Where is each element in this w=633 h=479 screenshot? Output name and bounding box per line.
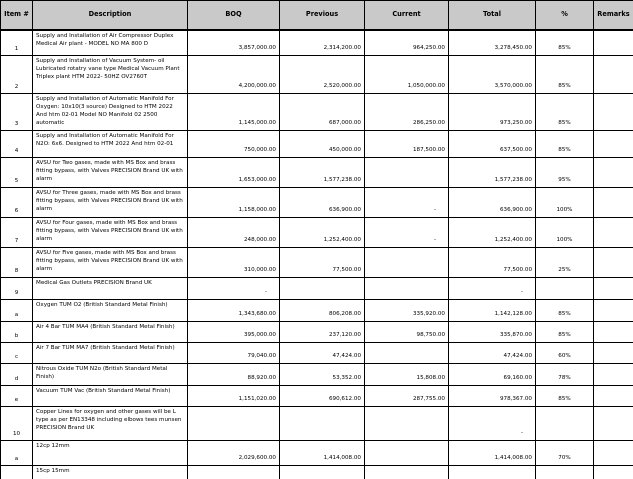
cell-remarks[interactable] <box>594 277 633 299</box>
cell-item[interactable]: 3 <box>1 93 33 130</box>
header-previous[interactable]: Previous <box>280 1 365 31</box>
cell-remarks[interactable] <box>594 157 633 187</box>
header-item[interactable]: Item # <box>1 1 33 31</box>
table-row <box>1 30 633 55</box>
cell-item[interactable]: 10 <box>1 406 33 440</box>
cell-boq[interactable] <box>188 406 280 440</box>
cell-total[interactable]: 3,278,450.00 <box>449 30 536 55</box>
cell-boq[interactable]: 1,158,000.00 <box>188 187 280 217</box>
cell-item[interactable]: 1 <box>1 30 33 55</box>
cell-remarks[interactable] <box>594 93 633 130</box>
cell-item[interactable] <box>1 465 33 479</box>
cell-current[interactable] <box>365 440 449 465</box>
cell-previous[interactable] <box>280 277 365 299</box>
cell-boq[interactable]: 1,145,000.00 <box>188 93 280 130</box>
cell-description[interactable]: Air 7 Bar TUM MA7 (British Standard Metal Finish) <box>33 342 188 363</box>
table-row <box>1 440 633 465</box>
cell-remarks[interactable] <box>594 440 633 465</box>
cell-remarks[interactable] <box>594 342 633 363</box>
cell-description[interactable]: Vacuum TUM Vac (British Standard Metal Finish) <box>33 385 188 406</box>
cell-description[interactable]: Supply and Installation of Automatic Manifold For Oxygen: 10x10(3 source) Designed to HTM 2022 And htm 02-01 Model NO Manifold 02 2500 automatic <box>33 93 188 130</box>
table-row <box>1 363 633 385</box>
cell-boq[interactable] <box>188 465 280 479</box>
cell-remarks[interactable] <box>594 465 633 479</box>
cell-boq[interactable]: 3,857,000.00 <box>188 30 280 55</box>
cell-description[interactable]: Copper Lines for oxygen and other gases will be L type as per EN13348 including elbows tees munsen PRECISION Brand UK <box>33 406 188 440</box>
cell-description[interactable]: AVSU for Three gases, made with MS Box and brass fitting bypass, with Valves PRECISION Brand UK with alarm <box>33 187 188 217</box>
cell-total[interactable]: 47,424.00 <box>449 342 536 363</box>
table-row <box>1 406 633 440</box>
cell-current[interactable] <box>365 465 449 479</box>
cell-total[interactable]: 1,414,008.00 <box>449 440 536 465</box>
cell-previous[interactable]: 77,500.00 <box>280 247 365 277</box>
cell-description[interactable]: Medical Gas Outlets PRECISION Brand UK <box>33 277 188 299</box>
cell-current[interactable] <box>365 342 449 363</box>
cell-previous[interactable] <box>280 465 365 479</box>
cell-item[interactable]: 8 <box>1 247 33 277</box>
cell-boq[interactable]: 79,040.00 <box>188 342 280 363</box>
cell-total[interactable]: - <box>449 406 536 440</box>
cell-percent[interactable]: 100% <box>536 187 594 217</box>
cell-boq[interactable]: 88,920.00 <box>188 363 280 385</box>
table-row <box>1 465 633 479</box>
cell-item[interactable]: d <box>1 363 33 385</box>
cell-description[interactable]: Nitrous Oxide TUM N2o (British Standard Metal Finish) <box>33 363 188 385</box>
table-row <box>1 93 633 130</box>
cell-current[interactable]: 335,920.00 <box>365 299 449 321</box>
cell-previous[interactable]: 53,352.00 <box>280 363 365 385</box>
cell-percent[interactable]: 85% <box>536 321 594 342</box>
cell-boq[interactable]: 1,151,020.00 <box>188 385 280 406</box>
cell-current[interactable]: - <box>365 217 449 247</box>
cell-boq[interactable]: 1,343,680.00 <box>188 299 280 321</box>
cell-percent[interactable] <box>536 465 594 479</box>
header-description[interactable]: Description <box>33 1 188 31</box>
cell-current[interactable]: 286,250.00 <box>365 93 449 130</box>
cell-description[interactable]: AVSU for Four gases, made with MS Box and brass fitting bypass, with Valves PRECISION Brand UK with alarm <box>33 217 188 247</box>
cell-previous[interactable]: 2,314,200.00 <box>280 30 365 55</box>
cell-previous[interactable]: 806,208.00 <box>280 299 365 321</box>
cell-item[interactable]: b <box>1 321 33 342</box>
cell-description[interactable]: Supply and Installation of Vacuum System- oil Lubricated rotatry vane type Medical Vacuum Plant Triplex plant HTM 2022- 50HZ OV2760T <box>33 55 188 93</box>
cell-remarks[interactable] <box>594 406 633 440</box>
cell-remarks[interactable] <box>594 217 633 247</box>
table-row <box>1 342 633 363</box>
cell-total[interactable]: 77,500.00 <box>449 247 536 277</box>
cell-item[interactable]: 9 <box>1 277 33 299</box>
cell-remarks[interactable] <box>594 30 633 55</box>
cell-current[interactable]: 15,808.00 <box>365 363 449 385</box>
header-total[interactable]: Total <box>449 1 536 31</box>
cell-previous[interactable]: 1,577,238.00 <box>280 157 365 187</box>
cell-current[interactable]: - <box>365 187 449 217</box>
table-row <box>1 157 633 187</box>
cell-item[interactable]: c <box>1 342 33 363</box>
cell-boq[interactable]: 2,029,600.00 <box>188 440 280 465</box>
cell-previous[interactable]: 1,414,008.00 <box>280 440 365 465</box>
cell-previous[interactable]: 237,120.00 <box>280 321 365 342</box>
cell-previous[interactable] <box>280 406 365 440</box>
cell-percent[interactable]: 85% <box>536 93 594 130</box>
cell-total[interactable]: 335,870.00 <box>449 321 536 342</box>
header-row <box>1 1 633 31</box>
cell-current[interactable]: 287,755.00 <box>365 385 449 406</box>
cell-boq[interactable]: 4,200,000.00 <box>188 55 280 93</box>
cell-percent[interactable]: 85% <box>536 30 594 55</box>
cell-description[interactable]: 12cp 12mm <box>33 440 188 465</box>
cell-remarks[interactable] <box>594 363 633 385</box>
table-row <box>1 130 633 157</box>
table-row <box>1 321 633 342</box>
cell-description[interactable]: AVSU for Five gases, made with MS Box and brass fitting bypass, with Valves PRECISION Brand UK with alarm <box>33 247 188 277</box>
cell-total[interactable] <box>449 465 536 479</box>
cell-item[interactable]: 4 <box>1 130 33 157</box>
cell-remarks[interactable] <box>594 385 633 406</box>
cell-current[interactable] <box>365 406 449 440</box>
cell-percent[interactable]: 85% <box>536 130 594 157</box>
cell-item[interactable]: 7 <box>1 217 33 247</box>
cell-current[interactable]: 964,250.00 <box>365 30 449 55</box>
cell-description[interactable]: Supply and Installation of Air Compressor Duplex Medical Air plant - MODEL NO MA 800 D <box>33 30 188 55</box>
cell-boq[interactable]: 750,000.00 <box>188 130 280 157</box>
header-current[interactable]: Current <box>365 1 449 31</box>
cell-percent[interactable]: 85% <box>536 385 594 406</box>
table-row <box>1 247 633 277</box>
cell-previous[interactable]: 1,252,400.00 <box>280 217 365 247</box>
cell-remarks[interactable] <box>594 187 633 217</box>
cell-item[interactable]: 5 <box>1 157 33 187</box>
cell-description[interactable]: Supply and Installation of Automatic Manifold For N2O: 6x6. Designed to HTM 2022 And htm 02-01 <box>33 130 188 157</box>
cell-percent[interactable]: 25% <box>536 247 594 277</box>
cell-total[interactable]: 3,570,000.00 <box>449 55 536 93</box>
cell-total[interactable]: 1,142,128.00 <box>449 299 536 321</box>
cell-previous[interactable]: 687,000.00 <box>280 93 365 130</box>
table-row <box>1 217 633 247</box>
cell-total[interactable]: 1,577,238.00 <box>449 157 536 187</box>
cell-total[interactable]: 69,160.00 <box>449 363 536 385</box>
cell-description[interactable]: Oxygen TUM O2 (British Standard Metal Finish) <box>33 299 188 321</box>
header-percent[interactable]: % <box>536 1 594 31</box>
header-remarks[interactable]: Remarks <box>594 1 633 31</box>
cell-current[interactable]: 187,500.00 <box>365 130 449 157</box>
cell-boq[interactable]: 310,000.00 <box>188 247 280 277</box>
cell-percent[interactable] <box>536 277 594 299</box>
cell-previous[interactable]: 636,900.00 <box>280 187 365 217</box>
cell-boq[interactable]: 395,000.00 <box>188 321 280 342</box>
table-row <box>1 385 633 406</box>
cell-percent[interactable]: 70% <box>536 440 594 465</box>
cell-item[interactable]: a <box>1 299 33 321</box>
cell-item[interactable]: e <box>1 385 33 406</box>
table-row <box>1 187 633 217</box>
cell-total[interactable]: 1,252,400.00 <box>449 217 536 247</box>
cell-previous[interactable]: 2,520,000.00 <box>280 55 365 93</box>
cell-total[interactable]: 978,367.00 <box>449 385 536 406</box>
cell-remarks[interactable] <box>594 299 633 321</box>
cell-item[interactable]: 2 <box>1 55 33 93</box>
header-boq[interactable]: BOQ <box>188 1 280 31</box>
cell-boq[interactable]: - <box>188 277 280 299</box>
cell-total[interactable]: 637,500.00 <box>449 130 536 157</box>
cell-current[interactable] <box>365 277 449 299</box>
cell-remarks[interactable] <box>594 55 633 93</box>
cell-percent[interactable] <box>536 406 594 440</box>
cell-current[interactable] <box>365 157 449 187</box>
cell-boq[interactable]: 1,653,000.00 <box>188 157 280 187</box>
cell-percent[interactable]: 60% <box>536 342 594 363</box>
cell-percent[interactable]: 85% <box>536 299 594 321</box>
cell-total[interactable]: - <box>449 277 536 299</box>
cell-total[interactable]: 973,250.00 <box>449 93 536 130</box>
cell-current[interactable]: 1,050,000.00 <box>365 55 449 93</box>
cell-previous[interactable]: 47,424.00 <box>280 342 365 363</box>
cell-total[interactable]: 636,900.00 <box>449 187 536 217</box>
table-row <box>1 55 633 93</box>
cell-current[interactable]: 98,750.00 <box>365 321 449 342</box>
table-row <box>1 277 633 299</box>
cell-percent[interactable]: 100% <box>536 217 594 247</box>
cell-remarks[interactable] <box>594 321 633 342</box>
cell-percent[interactable]: 85% <box>536 55 594 93</box>
cell-item[interactable]: 6 <box>1 187 33 217</box>
cell-description[interactable]: 15cp 15mm <box>33 465 188 479</box>
cell-previous[interactable]: 690,612.00 <box>280 385 365 406</box>
cell-current[interactable] <box>365 247 449 277</box>
cell-previous[interactable]: 450,000.00 <box>280 130 365 157</box>
cell-percent[interactable]: 95% <box>536 157 594 187</box>
cell-description[interactable]: Air 4 Bar TUM MA4 (British Standard Metal Finish) <box>33 321 188 342</box>
cell-boq[interactable]: 248,000.00 <box>188 217 280 247</box>
cell-remarks[interactable] <box>594 247 633 277</box>
table-row <box>1 299 633 321</box>
cell-remarks[interactable] <box>594 130 633 157</box>
cell-description[interactable]: AVSU for Two gases, made with MS Box and brass fitting bypass, with Valves PRECISION Brand UK with alarm <box>33 157 188 187</box>
cell-percent[interactable]: 78% <box>536 363 594 385</box>
cell-item[interactable]: a <box>1 440 33 465</box>
